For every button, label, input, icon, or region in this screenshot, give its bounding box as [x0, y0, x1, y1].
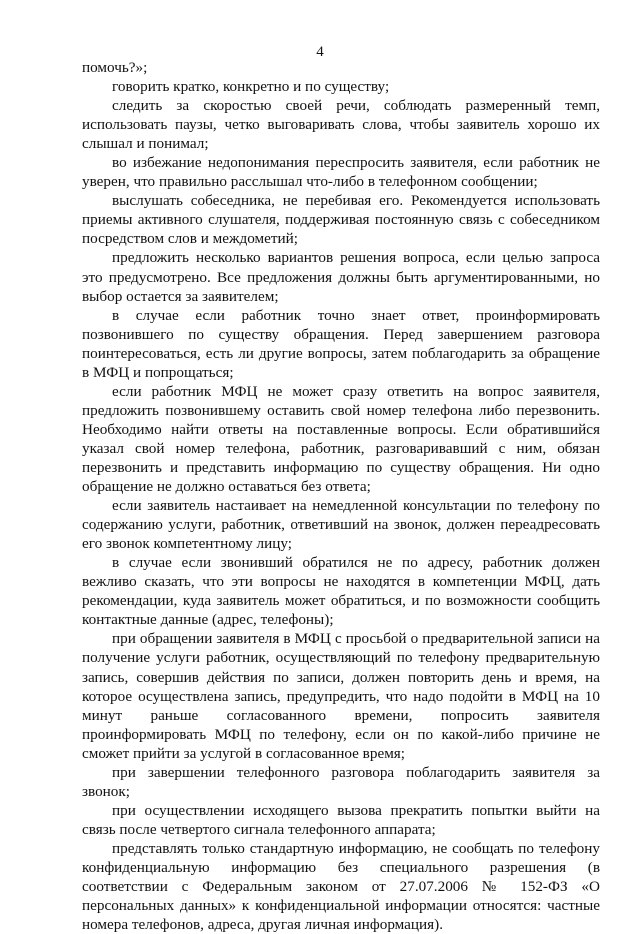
paragraph-continuation: помочь?»;: [82, 59, 148, 76]
paragraph: если работник МФЦ не может сразу ответить на вопрос заявителя, предложить позвонившему оставить свой номер телефона либо перезвонить. Необходимо найти ответы на поставленные вопросы. Если обратившийся указал свой номер телефона, работник, разговаривавший с ним, обязан перезвонить и представить информацию по существу обращения. Ни одно обращение не должно оставаться без ответа;: [82, 382, 600, 496]
paragraph: говорить кратко, конкретно и по существу;: [112, 78, 390, 96]
paragraph: выслушать собеседника, не перебивая его. Рекомендуется использовать приемы активного слушателя, поддерживая постоянную связь с собеседником посредством слов и междометий;: [82, 192, 600, 248]
page-number: 4: [316, 44, 324, 60]
paragraph: предложить несколько вариантов решения вопроса, если целью запроса это предусмотрено. Все предложения должны быть аргументированными, но выбор остается за заявителем;: [82, 249, 600, 305]
paragraph: во избежание недопонимания переспросить заявителя, если работник не уверен, что правильно расслышал что-либо в телефонном сообщении;: [82, 154, 600, 191]
paragraph: при завершении телефонного разговора поблагодарить заявителя за звонок;: [82, 763, 600, 800]
paragraph: представлять только стандартную информацию, не сообщать по телефону конфиденциальную информацию без специального разрешения (в соответствии с Федеральным законом от 27.07.2006 № 152-ФЗ «О персональных данных» к конфиденциальной информации относятся: частные номера телефонов, адреса, другая личная информация).: [82, 839, 600, 934]
document-body: [82, 58, 600, 934]
paragraph: следить за скоростью своей речи, соблюдать размеренный темп, использовать паузы, четко выговаривать слова, чтобы заявитель хорошо их слышал и понимал;: [82, 97, 600, 153]
paragraph: при осуществлении исходящего вызова прекратить попытки выйти на связь после четвертого сигнала телефонного аппарата;: [82, 801, 600, 838]
paragraph: при обращении заявителя в МФЦ с просьбой о предварительной записи на получение услуги работник, осуществляющий по телефону предварительную запись, совершив действия по записи, должен повторить день и время, на которое осуществлена запись, предупредить, что надо подойти в МФЦ на 10 минут раньше согласованного времени, попросить заявителя проинформировать МФЦ по телефону, если он по какой-либо причине не сможет прийти за услугой в согласованное время;: [82, 630, 600, 762]
paragraph: в случае если работник точно знает ответ, проинформировать позвонившего по существу обращения. Перед завершением разговора поинтересоваться, есть ли другие вопросы, затем поблагодарить за обращение в МФЦ и попрощаться;: [82, 306, 600, 381]
paragraph: в случае если звонивший обратился не по адресу, работник должен вежливо сказать, что эти вопросы не находятся в компетенции МФЦ, дать рекомендации, куда заявитель может обратиться, и по возможности сообщить контактные данные (адрес, телефоны);: [82, 554, 600, 629]
paragraph: если заявитель настаивает на немедленной консультации по телефону по содержанию услуги, работник, ответивший на звонок, должен переадресовать его звонок компетентному лицу;: [82, 497, 600, 553]
